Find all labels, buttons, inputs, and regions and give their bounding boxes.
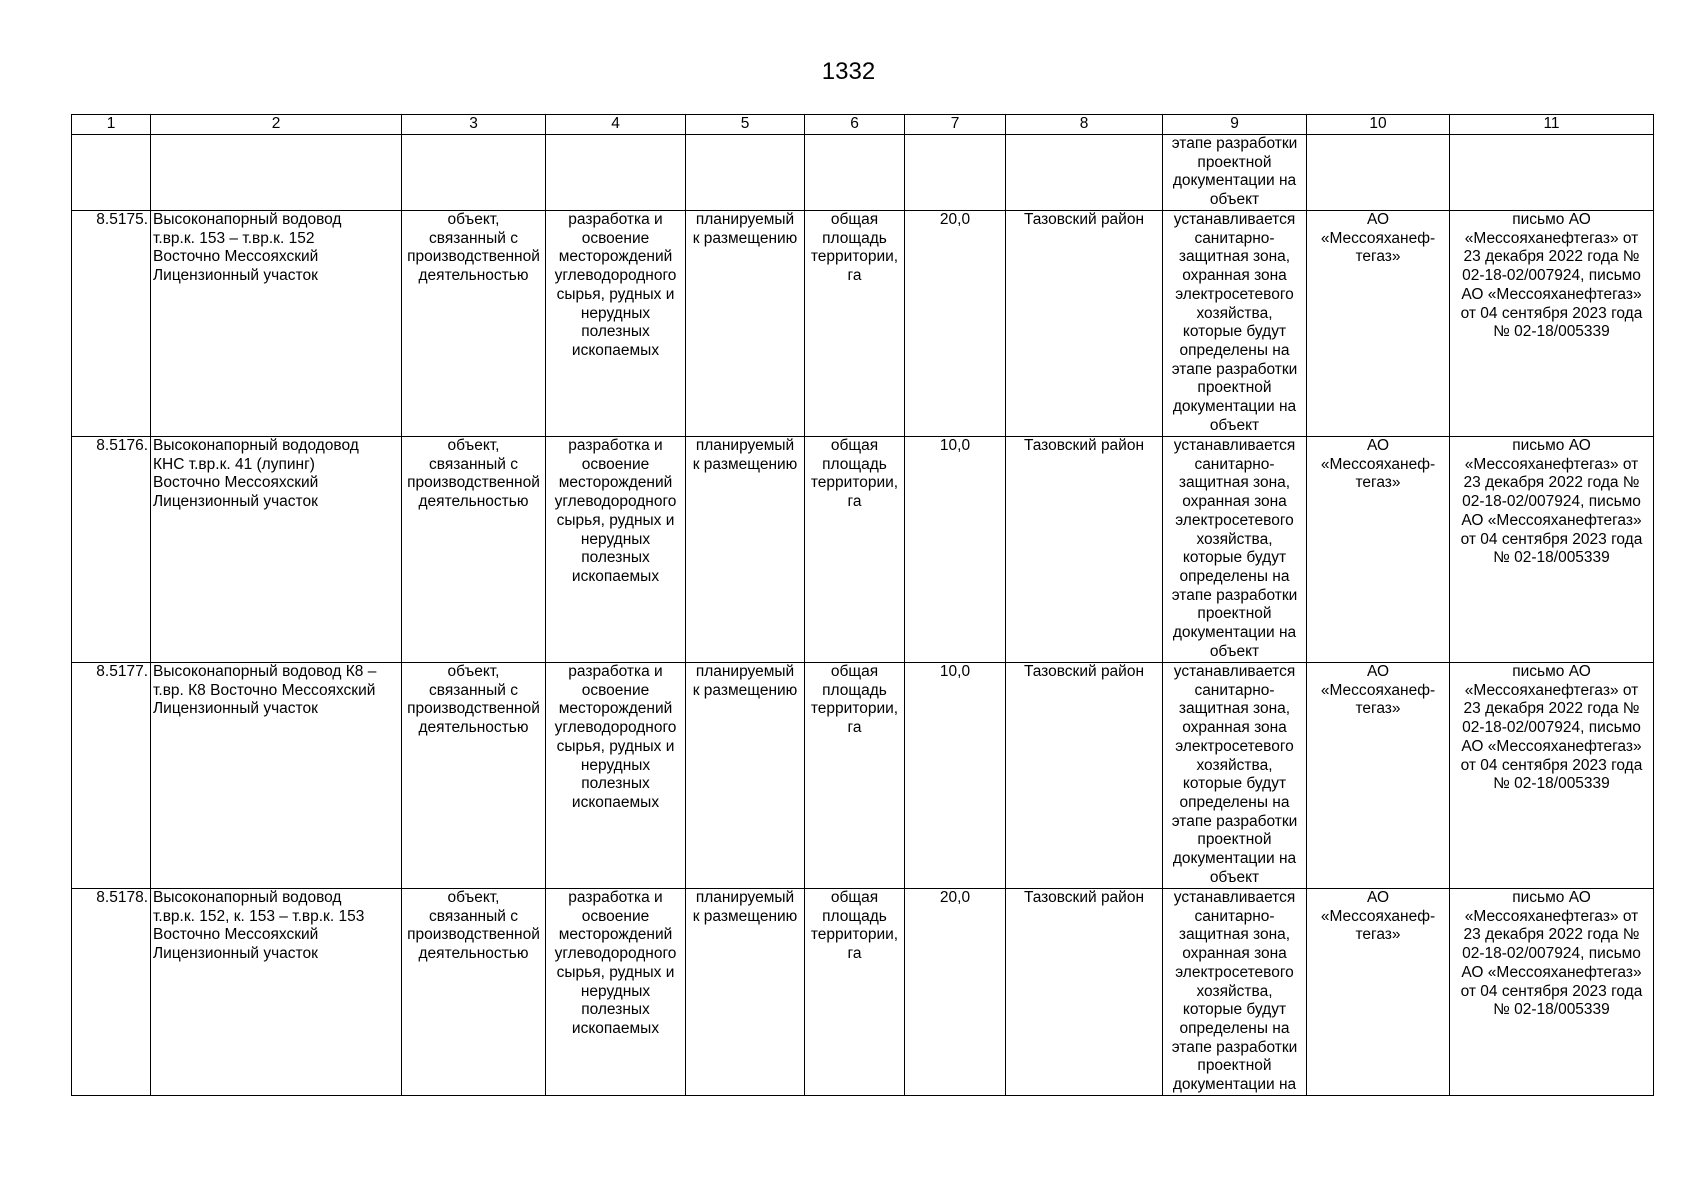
object-zone	[1163, 437, 1307, 663]
object-type	[402, 437, 546, 663]
table-cell	[72, 135, 151, 211]
object-owner-text: АО «Мессояханеф- тегаз»	[1320, 889, 1436, 944]
object-basis	[1450, 889, 1654, 1096]
object-basis-text: письмо АО «Мессояханефтегаз» от 23 декабря 2022 года № 02-18-02/007924, письмо АО «Мессояханефтегаз» от 04 сентября 2023 года № 02-18/005339	[1460, 437, 1643, 567]
object-type	[402, 211, 546, 437]
object-name	[151, 211, 402, 437]
row-number	[72, 663, 151, 889]
table-cell	[1163, 135, 1307, 211]
object-location-text: Тазовский район	[1023, 211, 1145, 228]
row-number-text: 8.5178.	[96, 889, 148, 906]
object-parameter-text: общая площадь территории, га	[810, 211, 899, 285]
column-header: 3	[402, 115, 546, 135]
zone-text: этапе разработки проектной документации на объект	[1171, 135, 1298, 209]
object-purpose	[546, 437, 686, 663]
object-owner	[1307, 211, 1450, 437]
object-value-text: 10,0	[939, 437, 971, 454]
column-header: 8	[1006, 115, 1163, 135]
object-purpose	[546, 663, 686, 889]
object-location	[1006, 889, 1163, 1096]
column-header: 6	[805, 115, 905, 135]
object-location-text: Тазовский район	[1023, 663, 1145, 680]
table-cell	[805, 135, 905, 211]
column-header: 2	[151, 115, 402, 135]
column-header: 5	[686, 115, 805, 135]
table-cell	[402, 135, 546, 211]
object-status-text: планируемый к размещению	[692, 663, 798, 699]
object-basis-text: письмо АО «Мессояханефтегаз» от 23 декабря 2022 года № 02-18-02/007924, письмо АО «Мессояханефтегаз» от 04 сентября 2023 года № 02-18/005339	[1460, 889, 1643, 1019]
continuation-row	[72, 135, 1654, 211]
column-header: 10	[1307, 115, 1450, 135]
object-name	[151, 889, 402, 1096]
object-owner	[1307, 889, 1450, 1096]
object-parameter-text: общая площадь территории, га	[810, 437, 899, 511]
object-zone-text: устанавливается санитарно- защитная зона, охранная зона электросетевого хозяйства, которые будут определены на этапе разработки проектной документации на объект	[1171, 437, 1298, 660]
object-value	[905, 663, 1006, 889]
header-row	[72, 115, 1654, 135]
object-basis	[1450, 437, 1654, 663]
object-type-text: объект, связанный с производственной деятельностью	[407, 437, 540, 511]
object-owner-text: АО «Мессояханеф- тегаз»	[1320, 663, 1436, 718]
object-location-text: Тазовский район	[1023, 889, 1145, 906]
object-parameter	[805, 211, 905, 437]
column-header: 9	[1163, 115, 1307, 135]
object-owner-text: АО «Мессояханеф- тегаз»	[1320, 437, 1436, 492]
column-header: 1	[72, 115, 151, 135]
object-parameter	[805, 437, 905, 663]
object-type-text: объект, связанный с производственной деятельностью	[407, 889, 540, 963]
object-value-text: 20,0	[939, 211, 971, 228]
object-zone-text: устанавливается санитарно- защитная зона, охранная зона электросетевого хозяйства, которые будут определены на этапе разработки проектной документации на объект	[1171, 211, 1298, 434]
column-header: 7	[905, 115, 1006, 135]
row-number	[72, 211, 151, 437]
object-basis-text: письмо АО «Мессояханефтегаз» от 23 декабря 2022 года № 02-18-02/007924, письмо АО «Мессояханефтегаз» от 04 сентября 2023 года № 02-18/005339	[1460, 663, 1643, 793]
table-cell	[546, 135, 686, 211]
object-owner	[1307, 663, 1450, 889]
object-status	[686, 437, 805, 663]
object-name-text: Высоконапорный водовод т.вр.к. 153 – т.вр.к. 152 Восточно Мессояхский Лицензионный участок	[153, 211, 342, 285]
object-name	[151, 437, 402, 663]
object-owner-text: АО «Мессояханеф- тегаз»	[1320, 211, 1436, 266]
object-basis	[1450, 211, 1654, 437]
object-purpose	[546, 211, 686, 437]
row-number	[72, 889, 151, 1096]
object-name-text: Высоконапорный водовод К8 – т.вр. К8 Восточно Мессояхский Лицензионный участок	[153, 663, 377, 718]
table-row	[72, 889, 1654, 1096]
object-purpose-text: разработка и освоение месторождений углеводородного сырья, рудных и нерудных полезных ископаемых	[554, 889, 677, 1037]
object-zone	[1163, 889, 1307, 1096]
row-number-text: 8.5176.	[96, 437, 148, 454]
object-location	[1006, 437, 1163, 663]
object-basis-text: письмо АО «Мессояханефтегаз» от 23 декабря 2022 года № 02-18-02/007924, письмо АО «Мессояханефтегаз» от 04 сентября 2023 года № 02-18/005339	[1460, 211, 1643, 341]
object-value	[905, 889, 1006, 1096]
objects-table	[71, 114, 1654, 1096]
object-type	[402, 663, 546, 889]
object-zone	[1163, 663, 1307, 889]
object-name-text: Высоконапорный вододовод КНС т.вр.к. 41 (лупинг) Восточно Мессояхский Лицензионный участок	[153, 437, 359, 511]
page-number: 1332	[821, 58, 876, 85]
object-owner	[1307, 437, 1450, 663]
table-cell	[1450, 135, 1654, 211]
table-cell	[1307, 135, 1450, 211]
object-purpose-text: разработка и освоение месторождений углеводородного сырья, рудных и нерудных полезных ископаемых	[554, 211, 677, 359]
object-location	[1006, 211, 1163, 437]
object-status	[686, 889, 805, 1096]
object-parameter-text: общая площадь территории, га	[810, 889, 899, 963]
column-header: 11	[1450, 115, 1654, 135]
object-zone-text: устанавливается санитарно- защитная зона, охранная зона электросетевого хозяйства, которые будут определены на этапе разработки проектной документации на объект	[1171, 663, 1298, 886]
object-status	[686, 211, 805, 437]
object-value-text: 20,0	[939, 889, 971, 906]
table-cell	[1006, 135, 1163, 211]
table-row	[72, 211, 1654, 437]
table-row	[72, 663, 1654, 889]
object-zone	[1163, 211, 1307, 437]
object-parameter	[805, 889, 905, 1096]
table-cell	[686, 135, 805, 211]
object-location-text: Тазовский район	[1023, 437, 1145, 454]
object-value	[905, 437, 1006, 663]
row-number-text: 8.5177.	[96, 663, 148, 680]
table-cell	[151, 135, 402, 211]
object-type-text: объект, связанный с производственной деятельностью	[407, 211, 540, 285]
object-purpose-text: разработка и освоение месторождений углеводородного сырья, рудных и нерудных полезных ископаемых	[554, 437, 677, 585]
table-cell	[905, 135, 1006, 211]
object-name-text: Высоконапорный водовод т.вр.к. 152, к. 153 – т.вр.к. 153 Восточно Мессояхский Лицензионный участок	[153, 889, 365, 963]
object-status-text: планируемый к размещению	[692, 437, 798, 473]
object-name	[151, 663, 402, 889]
object-value-text: 10,0	[939, 663, 971, 680]
object-status-text: планируемый к размещению	[692, 889, 798, 925]
object-status	[686, 663, 805, 889]
column-header: 4	[546, 115, 686, 135]
object-parameter-text: общая площадь территории, га	[810, 663, 899, 737]
row-number	[72, 437, 151, 663]
object-status-text: планируемый к размещению	[692, 211, 798, 247]
object-type-text: объект, связанный с производственной деятельностью	[407, 663, 540, 737]
object-location	[1006, 663, 1163, 889]
object-zone-text: устанавливается санитарно- защитная зона, охранная зона электросетевого хозяйства, которые будут определены на этапе разработки проектной документации на	[1171, 889, 1298, 1094]
object-purpose-text: разработка и освоение месторождений углеводородного сырья, рудных и нерудных полезных ископаемых	[554, 663, 677, 811]
object-purpose	[546, 889, 686, 1096]
row-number-text: 8.5175.	[96, 211, 148, 228]
object-value	[905, 211, 1006, 437]
table-row	[72, 437, 1654, 663]
object-parameter	[805, 663, 905, 889]
object-basis	[1450, 663, 1654, 889]
object-type	[402, 889, 546, 1096]
